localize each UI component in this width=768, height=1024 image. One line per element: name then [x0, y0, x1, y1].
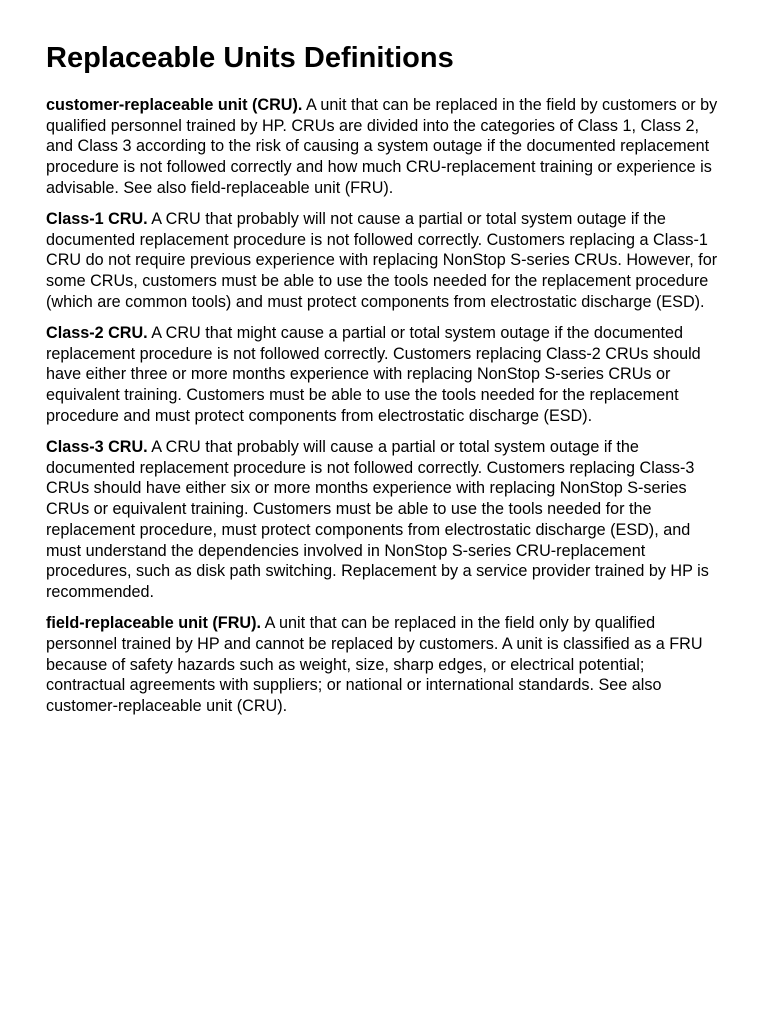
definition-term: Class-3 CRU. [46, 438, 148, 457]
definition-text: A CRU that probably will cause a partial or total system outage if the documented replacement procedure is not followed correctly. Customers replacing Class-3 CRUs should have either six or more months experience with replacing NonStop S-series CRUs or equivalent training. Customers must be able to use the tools needed for the replacement procedure, must protect components from electrostatic discharge (ESD), and must understand the dependencies involved in NonStop S-series CRU-replacement procedures, such as disk path switching. Replacement by a service provider trained by HP is recommended. [46, 438, 709, 601]
definition-term: field-replaceable unit (FRU). [46, 614, 261, 633]
definition-text: A unit that can be replaced in the field by customers or by qualified personnel trained by HP. CRUs are divided into the categories of Class 1, Class 2, and Class 3 according to the risk of causing a system outage if the documented replacement procedure is not followed correctly and how much CRU-replacement training or experience is advisable. See also field-replaceable unit (FRU). [46, 96, 718, 197]
definition-cru [46, 95, 726, 199]
definition-term: customer-replaceable unit (CRU). [46, 96, 303, 114]
definition-class-2-cru [46, 323, 726, 427]
definition-text: A CRU that probably will not cause a partial or total system outage if the documented replacement procedure is not followed correctly. Customers replacing a Class-1 CRU do not require previous experience with replacing NonStop S-series CRUs. However, for some CRUs, customers must be able to use the tools needed for the replacement procedure (which are common tools) and must protect components from electrostatic discharge (ESD). [46, 210, 718, 311]
definition-text: A unit that can be replaced in the field only by qualified personnel trained by HP and cannot be replaced by customers. A unit is classified as a FRU because of safety hazards such as weight, size, sharp edges, or electrical potential; contractual agreements with suppliers; or national or international standards. See also customer-replaceable unit (CRU). [46, 614, 703, 715]
definition-term: Class-1 CRU. [46, 210, 148, 229]
definition-text: A CRU that might cause a partial or total system outage if the documented replacement procedure is not followed correctly. Customers replacing Class-2 CRUs should have either three or more months experience with replacing NonStop S-series CRUs or equivalent training. Customers must be able to use the tools needed for the replacement procedure and must protect components from electrostatic discharge (ESD). [46, 324, 701, 425]
document-page [46, 38, 726, 727]
definition-class-3-cru [46, 437, 726, 603]
page-title: Replaceable Units Definitions [46, 42, 454, 74]
definition-fru [46, 613, 726, 717]
definition-class-1-cru [46, 209, 726, 313]
definition-term: Class-2 CRU. [46, 324, 148, 343]
